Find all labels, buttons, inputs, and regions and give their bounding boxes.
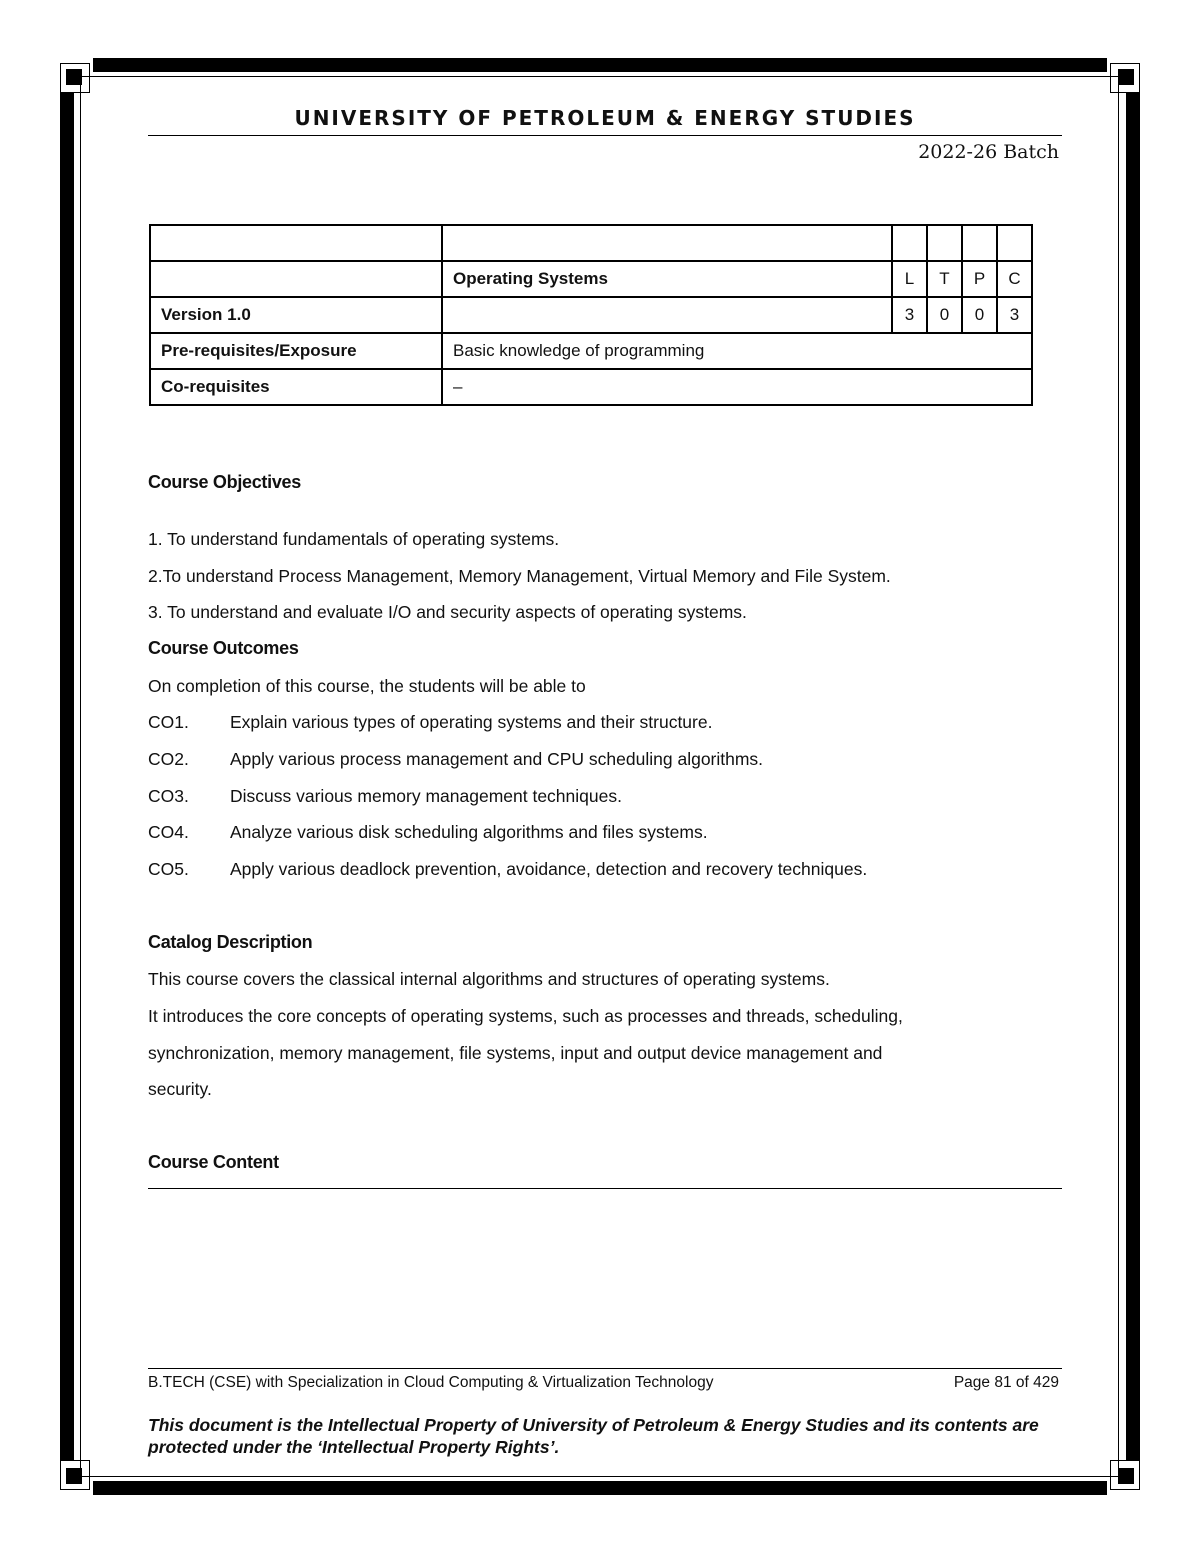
ltpc-header-l: L bbox=[892, 261, 927, 297]
batch-label: 2022-26 Batch bbox=[918, 141, 1059, 163]
objective-item: 1. To understand fundamentals of operating systems. bbox=[148, 529, 560, 549]
table-cell bbox=[962, 225, 997, 261]
outcome-item bbox=[148, 786, 622, 807]
version-label: Version 1.0 bbox=[150, 297, 442, 333]
content-heading: Course Content bbox=[148, 1152, 279, 1172]
outcome-text: Apply various process management and CPU scheduling algorithms. bbox=[230, 749, 764, 769]
outcome-item bbox=[148, 749, 763, 770]
outcome-item bbox=[148, 822, 708, 843]
border-corner-fill bbox=[1118, 69, 1134, 85]
outcome-code: CO4. bbox=[148, 822, 189, 842]
coreq-value: – bbox=[442, 369, 1032, 405]
outcome-code: CO3. bbox=[148, 786, 189, 806]
table-cell bbox=[892, 225, 927, 261]
table-cell bbox=[150, 261, 442, 297]
prereq-value: Basic knowledge of programming bbox=[442, 333, 1032, 369]
page-border-inner-left bbox=[80, 80, 81, 1473]
page-number: Page 81 of 429 bbox=[953, 1374, 1059, 1391]
outcomes-intro: On completion of this course, the students will be able to bbox=[148, 676, 586, 696]
outcome-text: Apply various deadlock prevention, avoidance, detection and recovery techniques. bbox=[230, 859, 868, 879]
table-row bbox=[150, 297, 1032, 333]
catalog-line: synchronization, memory management, file systems, input and output device management and bbox=[148, 1043, 883, 1063]
page-border-inner-right bbox=[1118, 80, 1119, 1473]
table-cell bbox=[442, 225, 892, 261]
coreq-label: Co-requisites bbox=[150, 369, 442, 405]
outcome-text: Explain various types of operating systems and their structure. bbox=[230, 712, 713, 732]
ltpc-value-c: 3 bbox=[997, 297, 1032, 333]
outcome-text: Analyze various disk scheduling algorithms and files systems. bbox=[230, 822, 708, 842]
course-table bbox=[149, 224, 1033, 406]
outcome-text: Discuss various memory management techniques. bbox=[230, 786, 622, 806]
university-title: UNIVERSITY OF PETROLEUM & ENERGY STUDIES bbox=[294, 106, 916, 130]
outcomes-heading: Course Outcomes bbox=[148, 638, 299, 658]
ltpc-header-t: T bbox=[927, 261, 962, 297]
table-row bbox=[150, 225, 1032, 261]
ltpc-value-l: 3 bbox=[892, 297, 927, 333]
page-border-inner-top bbox=[82, 76, 1118, 77]
catalog-line: It introduces the core concepts of operating systems, such as processes and threads, scheduling, bbox=[148, 1006, 903, 1026]
page-border-right bbox=[1126, 93, 1140, 1461]
outcome-code: CO1. bbox=[148, 712, 189, 732]
border-corner-fill bbox=[66, 69, 82, 85]
catalog-line: This course covers the classical internal algorithms and structures of operating systems. bbox=[148, 969, 830, 989]
footer-rule bbox=[148, 1368, 1062, 1369]
ltpc-value-t: 0 bbox=[927, 297, 962, 333]
outcome-code: CO2. bbox=[148, 749, 189, 769]
ltpc-header-c: C bbox=[997, 261, 1032, 297]
table-cell bbox=[997, 225, 1032, 261]
ltpc-value-p: 0 bbox=[962, 297, 997, 333]
prereq-label: Pre-requisites/Exposure bbox=[150, 333, 442, 369]
table-row bbox=[150, 333, 1032, 369]
table-cell bbox=[927, 225, 962, 261]
objectives-heading: Course Objectives bbox=[148, 472, 301, 492]
page-border-left bbox=[60, 93, 74, 1461]
table-row bbox=[150, 261, 1032, 297]
page-border-top bbox=[93, 58, 1107, 72]
objective-item: 3. To understand and evaluate I/O and security aspects of operating systems. bbox=[148, 602, 747, 622]
objective-item: 2.To understand Process Management, Memory Management, Virtual Memory and File System. bbox=[148, 566, 891, 586]
catalog-heading: Catalog Description bbox=[148, 932, 313, 952]
content-rule bbox=[148, 1188, 1062, 1189]
table-cell bbox=[150, 225, 442, 261]
border-corner-fill bbox=[1118, 1468, 1134, 1484]
catalog-line: security. bbox=[148, 1079, 212, 1099]
table-row bbox=[150, 369, 1032, 405]
outcome-code: CO5. bbox=[148, 859, 189, 879]
course-name: Operating Systems bbox=[442, 261, 892, 297]
table-cell bbox=[442, 297, 892, 333]
program-name: B.TECH (CSE) with Specialization in Cloud Computing & Virtualization Technology bbox=[148, 1374, 714, 1391]
outcome-item bbox=[148, 859, 867, 880]
ip-notice: This document is the Intellectual Property of University of Petroleum & Energy Studies and its contents are protected under the ‘Intellectual Property Rights’. bbox=[148, 1415, 1039, 1457]
ltpc-header-p: P bbox=[962, 261, 997, 297]
page-border-inner-bottom bbox=[82, 1476, 1118, 1477]
page-border-bottom bbox=[93, 1481, 1107, 1495]
header-rule bbox=[148, 135, 1062, 136]
outcome-item bbox=[148, 712, 712, 733]
border-corner-fill bbox=[66, 1468, 82, 1484]
